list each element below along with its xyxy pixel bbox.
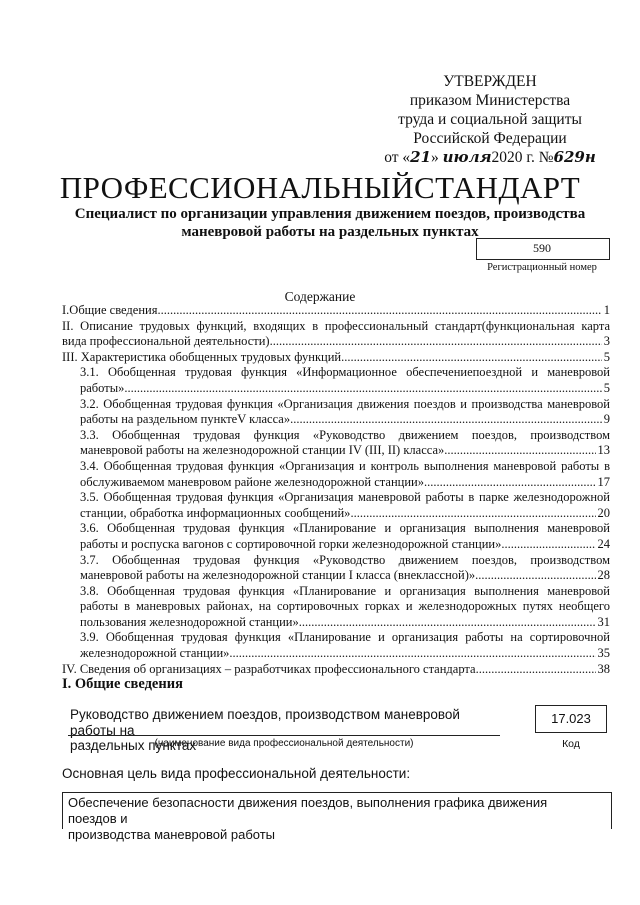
toc-entry-text: маневровой работы на железнодорожной станции I класса (внеклассной)» (80, 568, 476, 583)
subtitle-line-1: Специалист по организации управления движением поездов, производства (74, 206, 586, 222)
approval-block (370, 72, 610, 167)
toc-entry-text: 3.9. Обобщенная трудовая функция «Планирование и организация работы на сортировочной (80, 630, 610, 645)
toc-dot-leader (124, 381, 601, 397)
toc-dot-leader (444, 443, 595, 459)
toc-entry-text: II. Описание трудовых функций, входящих в профессиональный стандарт(функциональная карта (62, 318, 610, 333)
goal-label: Основная цель вида профессиональной деятельности: (62, 766, 411, 781)
toc-dot-leader (475, 568, 595, 584)
approval-date-line (370, 148, 610, 167)
toc-entry-text: железнодорожной станции» (80, 646, 230, 661)
toc-entry (62, 365, 610, 396)
section-title: I. Общие сведения (62, 676, 183, 692)
toc-leader-line (62, 334, 610, 350)
toc-page-number: 38 (597, 661, 610, 676)
toc-leader-line (62, 350, 610, 366)
toc-entry (62, 428, 610, 459)
toc-entry (62, 662, 610, 678)
activity-line-2: раздельных пунктах (70, 738, 197, 753)
registration-label: Регистрационный номер (487, 262, 597, 273)
toc-page-number: 24 (597, 536, 610, 551)
toc-entry-text: работы и роспуска вагонов с сортировочной горки железнодорожной станции» (80, 536, 502, 551)
toc-entry-text: 3.5. Обобщенная трудовая функция «Организация маневровой работы в парке железнодорожной (80, 490, 610, 505)
toc-dot-leader (501, 537, 595, 553)
activity-line-1: Руководство движением поездов, производством маневровой работы на (70, 707, 460, 738)
toc-page-number: 3 (603, 334, 610, 349)
toc-entry-text: 3.4. Обобщенная трудовая функция «Организация и контроль выполнения маневровой работы в (80, 458, 610, 473)
toc-entry-text: работы» (80, 380, 125, 395)
toc-leader-line (80, 615, 610, 631)
date-day: 21 (410, 148, 432, 166)
toc-entry-text: маневровой работы на железнодорожной станции IV (III, II) класса» (80, 443, 445, 458)
table-of-contents (62, 303, 610, 677)
toc-entry-text: IV. Сведения об организациях – разработчиках профессионального стандарта (62, 661, 476, 676)
toc-dot-leader (476, 662, 596, 678)
toc-dot-leader (229, 646, 595, 662)
toc-leader-line (80, 443, 610, 459)
approval-line-3: труда и социальной защиты (398, 111, 582, 128)
toc-page-number: 9 (603, 412, 610, 427)
toc-dot-leader (424, 475, 596, 491)
toc-entry-text: пользования железнодорожной станции» (80, 614, 299, 629)
date-month: июля (442, 148, 492, 166)
toc-entry (62, 521, 610, 552)
registration-number: 590 (533, 241, 551, 255)
toc-entry (62, 630, 610, 661)
order-number: 629н (553, 148, 596, 166)
toc-entry (62, 319, 610, 350)
toc-page-number: 5 (603, 380, 610, 395)
toc-leader-line (80, 381, 610, 397)
toc-leader-line (80, 537, 610, 553)
toc-entry-text: вида профессиональной деятельности) (62, 334, 270, 349)
approval-line-4: Российской Федерации (413, 130, 567, 147)
toc-entry (62, 459, 610, 490)
toc-page-number: 31 (597, 614, 610, 629)
toc-leader-line (62, 662, 610, 678)
toc-entry (62, 584, 610, 631)
toc-page-number: 35 (597, 646, 610, 661)
goal-line-2: производства маневровой работы (68, 827, 276, 842)
toc-entry-text: 3.3. Обобщенная трудовая функция «Руководство движением поездов, производством (80, 427, 610, 442)
toc-entry-text: 3.1. Обобщенная трудовая функция «Информационное обеспечениепоездной и маневровой (80, 365, 610, 380)
toc-leader-line (80, 412, 610, 428)
toc-entry-text: III. Характеристика обобщенных трудовых функций (62, 349, 342, 364)
toc-dot-leader (270, 334, 602, 350)
activity-underline (68, 735, 500, 736)
toc-entry-text: 3.2. Обобщенная трудовая функция «Организация движения поездов и производства маневровой (80, 396, 610, 411)
document-subtitle (60, 205, 600, 241)
toc-dot-leader (157, 303, 601, 319)
toc-entry (62, 553, 610, 584)
toc-page-number: 17 (597, 474, 610, 489)
date-prefix: от « (384, 149, 411, 166)
document-title: ПРОФЕССИОНАЛЬНЫЙСТАНДАРТ (59, 170, 581, 205)
toc-page-number: 1 (603, 303, 610, 317)
date-year: 2020 г. № (491, 149, 554, 166)
toc-leader-line (62, 303, 610, 319)
toc-dot-leader (290, 412, 602, 428)
toc-page-number: 5 (603, 349, 610, 364)
code-value: 17.023 (551, 711, 591, 726)
subtitle-line-2: маневровой работы на раздельных пунктах (181, 224, 479, 240)
toc-entry (62, 303, 610, 319)
date-mid: » (431, 149, 443, 166)
activity-note: (наименование вида профессиональной деятельности) (154, 738, 414, 749)
toc-entry (62, 350, 610, 366)
toc-leader-line (80, 646, 610, 662)
toc-heading: Содержание (284, 289, 356, 304)
toc-leader-line (80, 568, 610, 584)
toc-leader-line (80, 506, 610, 522)
toc-entry-text: 3.7. Обобщенная трудовая функция «Руководство движением поездов, производством (80, 552, 610, 567)
toc-entry-text: обслуживаемом маневровом районе железнодорожной станции» (80, 474, 424, 489)
toc-page-number: 20 (597, 505, 610, 520)
toc-entry-text: работы на раздельном пунктеV класса» (80, 412, 291, 427)
toc-dot-leader (299, 615, 596, 631)
toc-entry (62, 397, 610, 428)
toc-page-number: 28 (597, 568, 610, 583)
goal-line-1: Обеспечение безопасности движения поездов, выполнения графика движения поездов и (68, 795, 548, 826)
approval-line-2: приказом Министерства (409, 92, 571, 109)
toc-dot-leader (341, 350, 602, 366)
goal-text (68, 795, 598, 843)
toc-entry-text: I.Общие сведения (62, 303, 158, 317)
toc-entry-text: 3.8. Обобщенная трудовая функция «Планирование и организация выполнения маневровой (80, 583, 610, 598)
toc-leader-line (80, 475, 610, 491)
toc-entry-text: станции, обработка информационных сообщений» (80, 505, 351, 520)
approval-line-1: УТВЕРЖДЕН (443, 73, 537, 90)
toc-entry-text: 3.6. Обобщенная трудовая функция «Планирование и организация выполнения маневровой (80, 521, 610, 536)
code-label: Код (562, 738, 580, 750)
toc-entry (62, 490, 610, 521)
toc-page-number: 13 (597, 443, 610, 458)
toc-dot-leader (350, 506, 595, 522)
toc-entry-text: работы в маневровых районах, на сортировочных горках и железнодорожных путях необщего (80, 599, 610, 614)
